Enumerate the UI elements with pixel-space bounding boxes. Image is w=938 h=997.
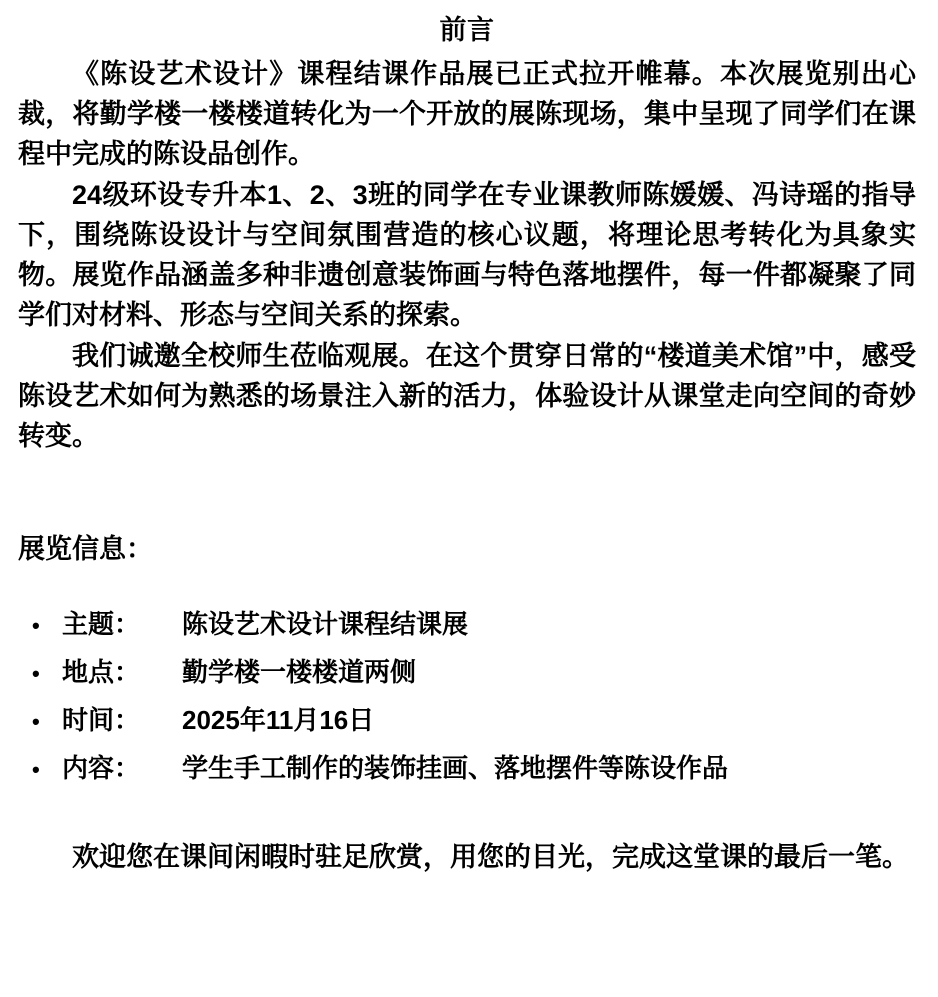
exhibition-info-heading: 展览信息： [18,534,153,564]
list-spacer [18,575,916,601]
list-item-value: 2025年11月16日 [182,705,375,735]
bullet-icon: • [32,661,40,686]
list-item [18,745,916,793]
list-item-value: 学生手工制作的装饰挂画、落地摆件等陈设作品 [182,753,729,783]
list-item [18,697,916,745]
bullet-icon: • [32,757,40,782]
list-item-key: 主题： [62,609,141,639]
list-item [18,649,916,697]
body-paragraph-2: 24级环设专升本1、2、3班的同学在专业课教师陈媛媛、冯诗瑶的指导下，围绕陈设设计与空间氛围营造的核心议题，将理论思考转化为具象实物。展览作品涵盖多种非遗创意装饰画与特色落地摆件，每一件都凝聚了同学们对材料、形态与空间关系的探索。 [18,180,916,330]
closing-paragraph: 欢迎您在课间闲暇时驻足欣赏，用您的目光，完成这堂课的最后一笔。 [72,842,909,872]
list-item-key: 地点： [62,657,141,687]
body-paragraph-1: 《陈设艺术设计》课程结课作品展已正式拉开帷幕。本次展览别出心裁，将勤学楼一楼楼道转化为一个开放的展陈现场，集中呈现了同学们在课程中完成的陈设品创作。 [18,59,916,169]
body-paragraph-3: 我们诚邀全校师生莅临观展。在这个贯穿日常的“楼道美术馆”中，感受陈设艺术如何为熟悉的场景注入新的活力，体验设计从课堂走向空间的奇妙转变。 [18,341,916,451]
list-item-value: 陈设艺术设计课程结课展 [182,609,469,639]
list-item-key: 时间： [62,705,141,735]
bullet-icon: • [32,613,40,638]
closing-spacer [18,793,916,837]
section-spacer [18,457,916,529]
list-item-value: 勤学楼一楼楼道两侧 [182,657,417,687]
list-item-key: 内容： [62,753,141,783]
page-title: 前言 [439,15,495,45]
exhibition-info-list [18,601,916,793]
bullet-icon: • [32,709,40,734]
list-item [18,601,916,649]
